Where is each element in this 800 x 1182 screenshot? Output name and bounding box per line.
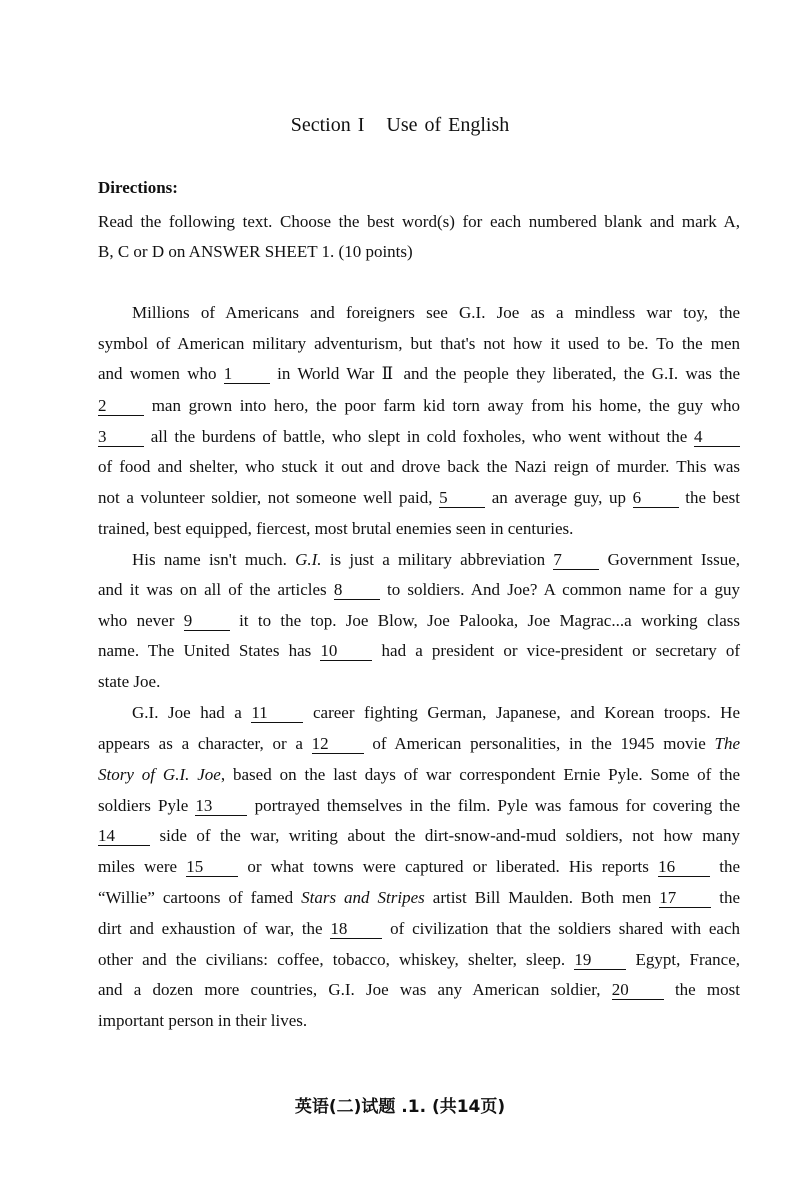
passage-line: appears as a character, or a 12 of American personalities, in the 1945 movie The [98,734,741,753]
blank-8: 8 [334,581,380,600]
blank-13: 13 [195,797,247,816]
blank-9: 9 [184,612,230,631]
passage-line: His name isn't much. G.I. is just a military abbreviation 7 Government Issue, [132,550,741,569]
page-footer: 英语(二)试题 .1. (共14页) [294,1097,506,1117]
blank-19: 19 [574,951,626,970]
passage-line: who never 9 it to the top. Joe Blow, Joe Palooka, Joe Magrac...a working class [98,611,741,630]
blank-10: 10 [320,642,372,661]
directions-heading: Directions: [98,178,178,197]
blank-2: 2 [98,397,144,416]
passage-line: 2 man grown into hero, the poor farm kid torn away from his home, the guy who [98,396,740,415]
passage-line: Millions of Americans and foreigners see G.I. Joe as a mindless war toy, the [132,303,740,322]
blank-14: 14 [98,827,150,846]
passage-line: and it was on all of the articles 8 to soldiers. And Joe? A common name for a guy [98,580,741,599]
blank-5: 5 [439,489,485,508]
blank-20: 20 [612,981,664,1000]
passage-line: “Willie” cartoons of famed Stars and Stripes artist Bill Maulden. Both men 17 the [98,888,741,907]
blank-17: 17 [659,889,711,908]
blank-18: 18 [330,920,382,939]
blank-6: 6 [633,489,679,508]
passage-line: G.I. Joe had a 11 career fighting German, Japanese, and Korean troops. He [132,703,741,722]
blank-1: 1 [224,365,270,384]
passage-line: not a volunteer soldier, not someone well paid, 5 an average guy, up 6 the best [98,488,741,507]
passage-line: other and the civilians: coffee, tobacco, whiskey, shelter, sleep. 19 Egypt, France, [98,950,741,969]
section-title [0,114,800,137]
passage-line: 3 all the burdens of battle, who slept in cold foxholes, who went without the 4 [98,427,740,447]
passage-line: and a dozen more countries, G.I. Joe was any American soldier, 20 the most [98,980,740,999]
blank-11: 11 [251,704,303,723]
section-label: Section I [290,114,365,136]
blank-3: 3 [98,428,144,447]
passage-line: miles were 15 or what towns were captured or liberated. His reports 16 the [98,857,741,876]
passage-line: name. The United States has 10 had a president or vice-president or secretary of [98,641,741,660]
blank-12: 12 [312,735,364,754]
passage-line: of food and shelter, who stuck it out and drove back the Nazi reign of murder. This was [98,457,740,476]
passage-line: state Joe. [98,672,161,691]
passage-line: 14 side of the war, writing about the dirt-snow-and-mud soldiers, not how many [98,826,741,845]
passage-line: and women who 1 in World War Ⅱ and the people they liberated, the G.I. was the [98,364,740,383]
directions-line-2: B, C or D on ANSWER SHEET 1. (10 points) [98,242,413,261]
passage-line: symbol of American military adventurism, but that's not how it used to be. To the men [98,334,740,353]
section-name: Use of English [386,114,510,136]
directions-line-1: Read the following text. Choose the best word(s) for each numbered blank and mark A, [98,212,740,231]
blank-15: 15 [186,858,238,877]
passage-line: trained, best equipped, fiercest, most brutal enemies seen in centuries. [98,519,574,538]
blank-7: 7 [553,551,599,570]
blank-4: 4 [694,428,740,447]
passage-line: dirt and exhaustion of war, the 18 of civilization that the soldiers shared with each [98,919,740,938]
blank-16: 16 [658,858,710,877]
passage-line: important person in their lives. [98,1011,308,1030]
passage-line: Story of G.I. Joe, based on the last days of war correspondent Ernie Pyle. Some of the [98,765,740,784]
passage-line: soldiers Pyle 13 portrayed themselves in the film. Pyle was famous for covering the [98,796,741,815]
